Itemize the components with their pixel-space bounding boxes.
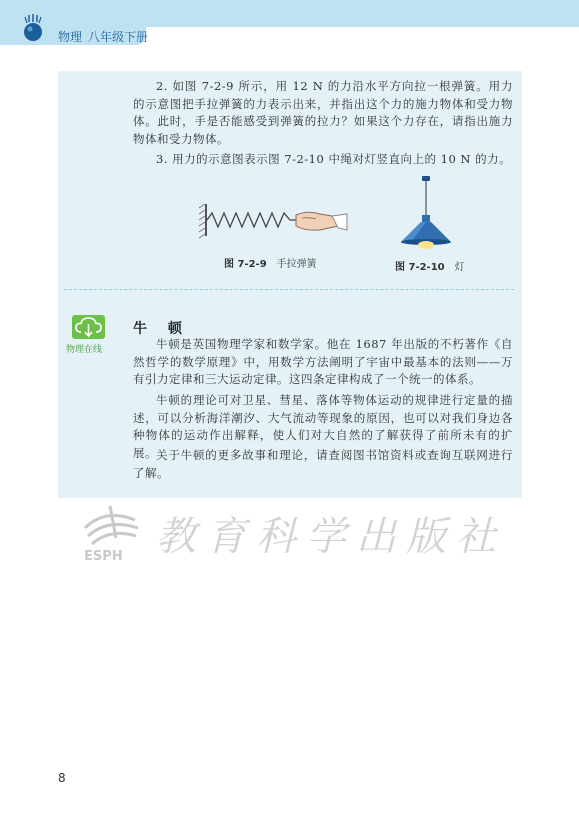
figure-7-2-9-caption <box>224 255 317 270</box>
newton-heading: 牛 顿 <box>133 321 190 337</box>
book-logo-icon <box>18 13 48 43</box>
subject-label: 物理 <box>58 30 83 44</box>
publisher-watermark <box>80 498 520 568</box>
exercise-question-3: 3. 用力的示意图表示图 7-2-10 中绳对灯竖直向上的 10 N 的力。 <box>156 152 512 166</box>
section-divider <box>64 289 514 290</box>
figure-7-2-9-title: 手拉弹簧 <box>276 259 317 270</box>
newton-paragraph-1: 牛顿是英国物理学家和数学家。他在 1687 年出版的不朽著作《自然哲学的数学原理》中，用数学方法阐明了宇宙中最基本的法则——万有引力定律和三大运动定律。这四条定律构成了一个统一的体系。 <box>133 337 513 386</box>
publisher-name: 教育科学出版社 <box>156 514 506 560</box>
exercise-question-2: 2. 如图 7-2-9 所示，用 12 N 的力沿水平方向拉一根弹簧。用力的示意图把手拉弹簧的力表示出来，并指出这个力的施力物体和受力物体。此时，手是否能感受到弹簧的拉力？如果这个力存在，请指出施力物体和受力物体。 <box>133 79 513 146</box>
figure-7-2-10-number: 图 7-2-10 <box>395 262 445 273</box>
book-title <box>58 28 148 45</box>
newton-paragraph-3: 关于牛顿的更多故事和理论，请查阅图书馆资料或查询互联网进行了解。 <box>133 448 513 480</box>
figure-7-2-9-number: 图 7-2-9 <box>224 259 267 270</box>
book-grade-label: 八年级下册 <box>88 30 149 44</box>
page-number: 8 <box>58 771 66 785</box>
esph-logo-icon <box>85 506 138 544</box>
header-band <box>0 0 579 27</box>
online-resource-label: 物理在线 <box>66 345 103 355</box>
newton-paragraph-2: 牛顿的理论可对卫星、彗星、落体等物体运动的规律进行定量的描述，可以分析海洋潮汐、大气流动等现象的原因，也可以对我们身边各种物体的运动作出解释，使人们对大自然的了解获得了前所未有的扩展。 <box>133 393 513 460</box>
cloud-download-icon <box>72 315 105 339</box>
figure-7-2-10-title: 灯 <box>454 262 465 273</box>
esph-logo-text: ESPH <box>84 549 123 564</box>
spring-hand-illustration <box>198 198 348 244</box>
figure-7-2-10-caption <box>395 258 465 273</box>
hanging-lamp-illustration <box>395 176 457 252</box>
